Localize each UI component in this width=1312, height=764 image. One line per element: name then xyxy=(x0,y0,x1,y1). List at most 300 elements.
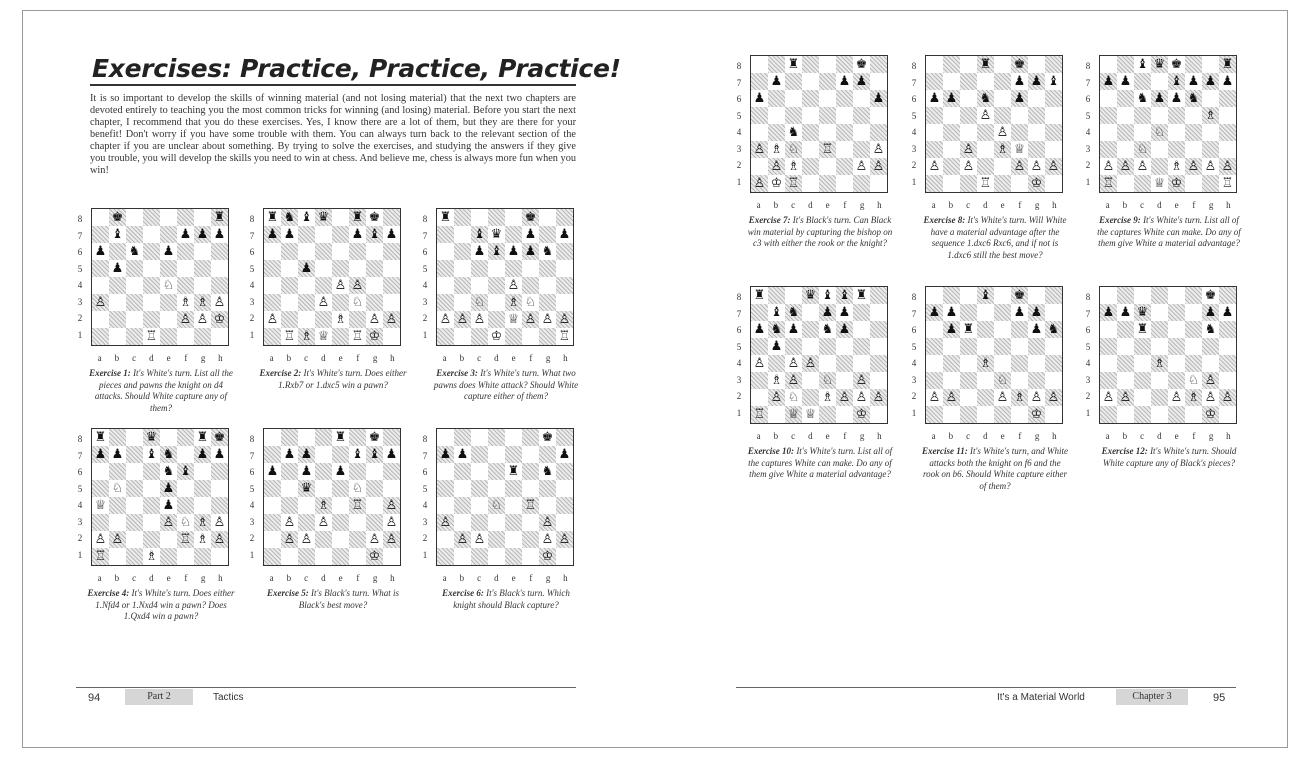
rank-label: 8 xyxy=(422,434,428,444)
board-square xyxy=(1202,158,1219,175)
board-square xyxy=(92,226,109,243)
board-square xyxy=(211,243,228,260)
board-square xyxy=(315,429,332,446)
black-knight-icon: ♞ xyxy=(162,464,175,479)
board-square xyxy=(281,497,298,514)
rank-label: 2 xyxy=(422,533,428,543)
rank-label: 1 xyxy=(736,407,742,418)
board-square xyxy=(281,260,298,277)
board-square xyxy=(92,311,109,328)
white-pawn-icon: ♙ xyxy=(300,532,313,547)
file-label: g xyxy=(545,353,551,363)
chapter-title: It's a Material World xyxy=(997,692,1085,703)
board-square xyxy=(366,294,383,311)
board-square xyxy=(143,548,160,565)
board-square xyxy=(836,338,853,355)
board-square xyxy=(505,243,522,260)
exercise-caption xyxy=(432,588,580,611)
board-square xyxy=(1045,124,1062,141)
board-square xyxy=(471,260,488,277)
white-bishop-icon: ♗ xyxy=(179,295,192,310)
white-bishop-icon: ♗ xyxy=(317,498,330,513)
board-square xyxy=(109,480,126,497)
file-label: f xyxy=(1192,200,1196,210)
file-label: c xyxy=(477,573,482,583)
black-rook-icon: ♜ xyxy=(196,430,209,445)
board-square xyxy=(539,294,556,311)
board-square xyxy=(383,209,400,226)
white-pawn-icon: ♙ xyxy=(1030,159,1043,174)
board-square xyxy=(471,294,488,311)
white-bishop-icon: ♗ xyxy=(196,295,209,310)
white-pawn-icon: ♙ xyxy=(456,532,469,547)
board-square xyxy=(454,209,471,226)
board-square xyxy=(92,328,109,345)
rank-label: 8 xyxy=(422,214,428,224)
board-square xyxy=(488,311,505,328)
rank-label: 1 xyxy=(249,329,255,340)
board-square xyxy=(1168,56,1185,73)
board-square xyxy=(1134,124,1151,141)
board-square xyxy=(960,73,977,90)
black-pawn-icon: ♟ xyxy=(473,244,486,259)
board-square xyxy=(264,209,281,226)
page-number-left: 94 xyxy=(88,692,101,704)
rank-label: 5 xyxy=(422,483,428,494)
board-square xyxy=(836,321,853,338)
board-square xyxy=(160,429,177,446)
board-square xyxy=(1117,287,1134,304)
board-square xyxy=(383,226,400,243)
board-square xyxy=(870,56,887,73)
board-square xyxy=(556,480,573,497)
board-square xyxy=(264,463,281,480)
rank-labels xyxy=(420,211,430,343)
board-square xyxy=(471,243,488,260)
board-square xyxy=(960,107,977,124)
board-square xyxy=(539,548,556,565)
board-square xyxy=(1117,372,1134,389)
black-bishop-icon: ♝ xyxy=(473,227,486,242)
white-knight-icon: ♘ xyxy=(1187,373,1200,388)
board-square xyxy=(349,497,366,514)
board-square xyxy=(211,480,228,497)
file-label: a xyxy=(756,431,761,441)
file-label: c xyxy=(791,200,796,210)
exercise-caption xyxy=(259,368,407,391)
board-square xyxy=(836,90,853,107)
board-square xyxy=(819,73,836,90)
board-square xyxy=(488,328,505,345)
board-square xyxy=(1117,141,1134,158)
board-square xyxy=(505,294,522,311)
exercise-caption xyxy=(87,588,235,623)
white-knight-icon: ♘ xyxy=(162,278,175,293)
white-pawn-icon: ♙ xyxy=(558,312,571,327)
board-square xyxy=(437,226,454,243)
file-label: f xyxy=(529,353,533,363)
board-square xyxy=(315,328,332,345)
board-square xyxy=(437,429,454,446)
board-square xyxy=(437,497,454,514)
board-square xyxy=(994,372,1011,389)
board-square xyxy=(109,294,126,311)
rank-label: 6 xyxy=(77,467,83,477)
rank-label: 3 xyxy=(911,374,917,385)
file-label: g xyxy=(859,200,865,210)
white-pawn-icon: ♙ xyxy=(385,532,398,547)
board-square xyxy=(332,243,349,260)
board-square xyxy=(994,73,1011,90)
board-square xyxy=(522,260,539,277)
chess-board xyxy=(750,286,888,424)
file-label: c xyxy=(966,431,971,441)
white-pawn-icon: ♙ xyxy=(334,278,347,293)
black-pawn-icon: ♟ xyxy=(928,305,941,320)
black-pawn-icon: ♟ xyxy=(283,447,296,462)
board-square xyxy=(194,531,211,548)
board-square xyxy=(298,463,315,480)
white-pawn-icon: ♙ xyxy=(283,515,296,530)
board-square xyxy=(349,480,366,497)
board-square xyxy=(853,56,870,73)
board-square xyxy=(994,338,1011,355)
rank-label: 6 xyxy=(911,325,917,335)
board-square xyxy=(1100,304,1117,321)
file-label: b xyxy=(1122,200,1128,210)
board-square xyxy=(943,389,960,406)
rank-label: 7 xyxy=(249,230,255,241)
black-pawn-icon: ♟ xyxy=(507,244,520,259)
board-square xyxy=(768,90,785,107)
file-label: d xyxy=(149,573,154,583)
white-pawn-icon: ♙ xyxy=(753,176,766,191)
board-square xyxy=(1168,158,1185,175)
board-square xyxy=(1100,90,1117,107)
board-square xyxy=(160,243,177,260)
board-square xyxy=(943,158,960,175)
white-pawn-icon: ♙ xyxy=(507,278,520,293)
board-square xyxy=(751,175,768,192)
board-square xyxy=(943,56,960,73)
board-square xyxy=(539,429,556,446)
board-square xyxy=(505,429,522,446)
board-square xyxy=(768,389,785,406)
exercise-text: It's Black's turn. Which knight should Black capture? xyxy=(453,588,570,610)
board-square xyxy=(751,389,768,406)
board-square xyxy=(177,328,194,345)
board-square xyxy=(366,243,383,260)
rank-label: 3 xyxy=(736,143,742,154)
board-square xyxy=(836,56,853,73)
black-pawn-icon: ♟ xyxy=(787,322,800,337)
board-square xyxy=(853,372,870,389)
black-bishop-icon: ♝ xyxy=(351,447,364,462)
board-square xyxy=(177,226,194,243)
board-square xyxy=(926,389,943,406)
board-square xyxy=(853,355,870,372)
board-square xyxy=(143,243,160,260)
file-label: e xyxy=(511,353,516,363)
file-label: d xyxy=(983,431,988,441)
black-rook-icon: ♜ xyxy=(1221,57,1234,72)
black-bishop-icon: ♝ xyxy=(368,447,381,462)
board-square xyxy=(437,328,454,345)
file-label: g xyxy=(372,573,378,583)
board-square xyxy=(926,338,943,355)
board-square xyxy=(802,124,819,141)
white-bishop-icon: ♗ xyxy=(300,329,313,344)
board-square xyxy=(870,158,887,175)
board-square xyxy=(488,243,505,260)
black-rook-icon: ♜ xyxy=(439,210,452,225)
board-square xyxy=(768,175,785,192)
board-square xyxy=(802,321,819,338)
board-square xyxy=(281,446,298,463)
black-rook-icon: ♜ xyxy=(855,288,868,303)
board-square xyxy=(109,311,126,328)
white-pawn-icon: ♙ xyxy=(385,498,398,513)
file-label: d xyxy=(1157,431,1162,441)
board-square xyxy=(177,497,194,514)
board-square xyxy=(556,514,573,531)
rank-label: 5 xyxy=(1085,110,1091,121)
board-square xyxy=(1202,406,1219,423)
rank-label: 8 xyxy=(911,292,917,302)
board-square xyxy=(332,294,349,311)
white-pawn-icon: ♙ xyxy=(541,312,554,327)
chapter-badge: Chapter 3 xyxy=(1116,689,1188,705)
black-queen-icon: ♛ xyxy=(317,210,330,225)
board-square xyxy=(1151,175,1168,192)
white-pawn-icon: ♙ xyxy=(541,515,554,530)
board-square xyxy=(1202,389,1219,406)
board-square xyxy=(437,277,454,294)
white-king-icon: ♔ xyxy=(213,312,226,327)
black-queen-icon: ♛ xyxy=(1136,305,1149,320)
black-pawn-icon: ♟ xyxy=(1119,305,1132,320)
rank-label: 2 xyxy=(249,313,255,323)
rank-label: 7 xyxy=(736,308,742,319)
board-square xyxy=(1134,56,1151,73)
white-knight-icon: ♘ xyxy=(1153,125,1166,140)
white-pawn-icon: ♙ xyxy=(1170,390,1183,405)
board-square xyxy=(1219,372,1236,389)
board-square xyxy=(488,548,505,565)
board-square xyxy=(522,531,539,548)
file-labels xyxy=(436,353,574,363)
board-square xyxy=(1219,124,1236,141)
board-square xyxy=(539,243,556,260)
board-square xyxy=(454,260,471,277)
black-king-icon: ♚ xyxy=(541,430,554,445)
rank-label: 2 xyxy=(911,391,917,401)
black-pawn-icon: ♟ xyxy=(179,227,192,242)
board-square xyxy=(332,463,349,480)
board-square xyxy=(505,260,522,277)
board-square xyxy=(802,389,819,406)
board-square xyxy=(1117,158,1134,175)
board-square xyxy=(126,277,143,294)
white-pawn-icon: ♙ xyxy=(558,532,571,547)
rank-label: 3 xyxy=(736,374,742,385)
board-square xyxy=(488,531,505,548)
board-square xyxy=(522,209,539,226)
file-label: g xyxy=(372,353,378,363)
board-square xyxy=(556,446,573,463)
board-square xyxy=(977,406,994,423)
rank-label: 2 xyxy=(77,533,83,543)
black-rook-icon: ♜ xyxy=(94,430,107,445)
file-label: g xyxy=(1208,200,1214,210)
board-square xyxy=(1151,56,1168,73)
black-knight-icon: ♞ xyxy=(1047,322,1060,337)
board-square xyxy=(1028,321,1045,338)
board-square xyxy=(488,514,505,531)
board-square xyxy=(870,73,887,90)
board-square xyxy=(281,243,298,260)
white-pawn-icon: ♙ xyxy=(1136,159,1149,174)
rank-label: 6 xyxy=(77,247,83,257)
board-square xyxy=(160,446,177,463)
board-square xyxy=(177,463,194,480)
white-pawn-icon: ♙ xyxy=(368,312,381,327)
board-square xyxy=(143,531,160,548)
board-square xyxy=(505,209,522,226)
black-pawn-icon: ♟ xyxy=(213,227,226,242)
rank-label: 2 xyxy=(77,313,83,323)
board-square xyxy=(281,514,298,531)
board-square xyxy=(126,514,143,531)
board-square xyxy=(366,514,383,531)
board-square xyxy=(488,497,505,514)
black-knight-icon: ♞ xyxy=(541,244,554,259)
black-pawn-icon: ♟ xyxy=(558,227,571,242)
rank-label: 5 xyxy=(1085,341,1091,352)
board-square xyxy=(211,311,228,328)
file-labels xyxy=(925,200,1063,210)
white-pawn-icon: ♙ xyxy=(770,390,783,405)
footer-rule-left xyxy=(76,687,576,688)
white-pawn-icon: ♙ xyxy=(94,532,107,547)
board-square xyxy=(802,73,819,90)
board-square xyxy=(1117,389,1134,406)
black-bishop-icon: ♝ xyxy=(979,288,992,303)
board-square xyxy=(960,355,977,372)
board-square xyxy=(943,141,960,158)
exercise-caption xyxy=(921,446,1069,492)
board-square xyxy=(349,531,366,548)
board-square xyxy=(315,209,332,226)
black-pawn-icon: ♟ xyxy=(283,227,296,242)
file-label: b xyxy=(1122,431,1128,441)
white-bishop-icon: ♗ xyxy=(334,312,347,327)
black-rook-icon: ♜ xyxy=(1136,322,1149,337)
white-bishop-icon: ♗ xyxy=(1013,390,1026,405)
board-square xyxy=(1168,124,1185,141)
board-square xyxy=(194,429,211,446)
board-square xyxy=(960,158,977,175)
rank-label: 8 xyxy=(249,214,255,224)
board-square xyxy=(870,355,887,372)
rank-label: 5 xyxy=(911,341,917,352)
white-pawn-icon: ♙ xyxy=(1204,159,1217,174)
file-label: c xyxy=(1140,200,1145,210)
file-label: h xyxy=(218,573,223,583)
rank-label: 1 xyxy=(77,329,83,340)
board-square xyxy=(943,287,960,304)
board-square xyxy=(751,304,768,321)
rank-label: 6 xyxy=(1085,94,1091,104)
board-square xyxy=(819,338,836,355)
white-king-icon: ♔ xyxy=(541,549,554,564)
board-square xyxy=(471,429,488,446)
exercise-label: Exercise 5: xyxy=(266,588,311,598)
black-knight-icon: ♞ xyxy=(128,244,141,259)
board-square xyxy=(785,287,802,304)
board-square xyxy=(522,463,539,480)
rank-label: 7 xyxy=(1085,77,1091,88)
board-square xyxy=(1202,355,1219,372)
board-square xyxy=(1151,287,1168,304)
board-square xyxy=(177,531,194,548)
black-pawn-icon: ♟ xyxy=(945,91,958,106)
black-pawn-icon: ♟ xyxy=(1013,91,1026,106)
board-square xyxy=(853,389,870,406)
rank-label: 4 xyxy=(77,280,83,290)
board-square xyxy=(332,328,349,345)
board-square xyxy=(454,497,471,514)
board-square xyxy=(1219,141,1236,158)
chess-board xyxy=(436,208,574,346)
black-bishop-icon: ♝ xyxy=(1170,74,1183,89)
board-square xyxy=(1151,406,1168,423)
board-square xyxy=(126,294,143,311)
white-pawn-icon: ♙ xyxy=(266,312,279,327)
board-square xyxy=(1028,90,1045,107)
board-square xyxy=(1011,107,1028,124)
board-square xyxy=(488,446,505,463)
board-square xyxy=(315,446,332,463)
board-square xyxy=(1202,141,1219,158)
board-square xyxy=(383,514,400,531)
white-rook-icon: ♖ xyxy=(1221,176,1234,191)
rank-label: 4 xyxy=(422,500,428,510)
board-square xyxy=(109,446,126,463)
board-square xyxy=(1011,175,1028,192)
rank-label: 7 xyxy=(422,230,428,241)
board-square xyxy=(960,338,977,355)
board-square xyxy=(785,124,802,141)
exercise-label: Exercise 11: xyxy=(921,446,970,456)
board-square xyxy=(785,355,802,372)
rank-label: 3 xyxy=(249,296,255,307)
file-label: f xyxy=(184,353,188,363)
exercise-text: It's White's turn. Does either 1.Nfd4 or 1.Nxd4 win a pawn? Does 1.Qxd4 win a pawn? xyxy=(95,588,235,621)
rank-label: 3 xyxy=(249,516,255,527)
file-label: e xyxy=(825,431,830,441)
white-bishop-icon: ♗ xyxy=(996,142,1009,157)
board-square xyxy=(366,497,383,514)
board-square xyxy=(785,389,802,406)
board-square xyxy=(160,226,177,243)
exercise-label: Exercise 3: xyxy=(436,368,481,378)
board-square xyxy=(126,243,143,260)
board-square xyxy=(1202,304,1219,321)
rank-label: 7 xyxy=(249,450,255,461)
board-square xyxy=(751,355,768,372)
board-square xyxy=(437,260,454,277)
